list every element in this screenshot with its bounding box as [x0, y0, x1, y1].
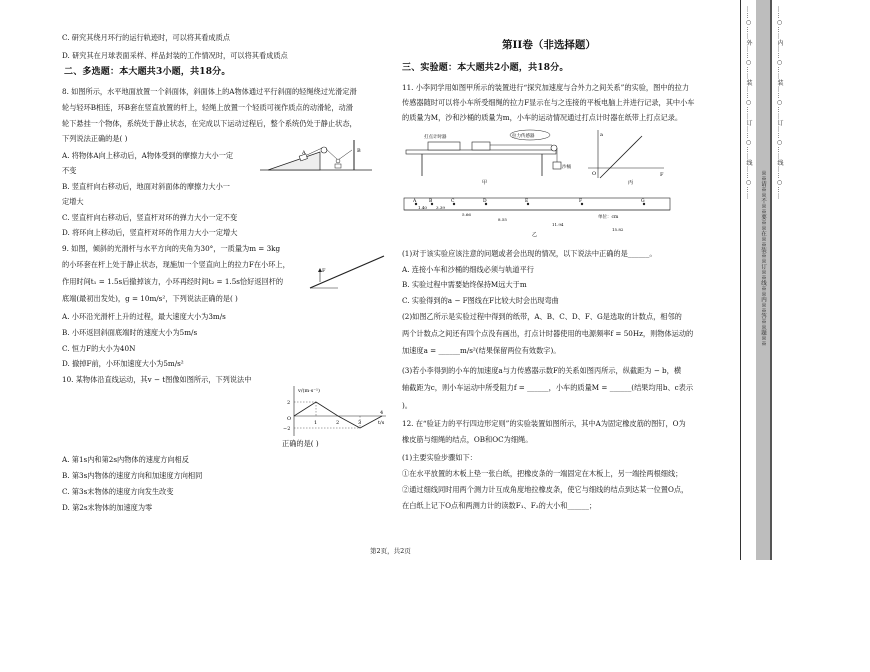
label-B: B: [357, 148, 361, 154]
text-line: 橡皮筋与细绳的结点，OB和OC为细绳。: [402, 435, 533, 444]
tape-dist: 5.66: [462, 212, 471, 217]
label-bing: 丙: [628, 180, 634, 186]
text-line: 正确的是( ): [282, 439, 319, 448]
option-line: B. 第3s内物体的速度方向和加速度方向相同: [62, 471, 203, 480]
tick-label: 1: [314, 420, 318, 426]
text-line: 9. 如图，倾斜的光滑杆与水平方向的夹角为30°，一质量为m = 3kg: [62, 244, 281, 253]
text-line: 11. 小李同学用如图甲所示的装置进行“探究加速度与合外力之间关系”的实验，图中的拉力: [402, 83, 690, 92]
label-F: F: [322, 268, 326, 274]
section-heading: 三、实验题：本大题共2小题，共18分。: [402, 63, 569, 73]
option-line: B. 小环返回斜面底端时的速度大小为5m/s: [62, 328, 198, 337]
tick-label: 2: [287, 400, 291, 406]
text-line: 的小环套在杆上处于静止状态，现施加一个竖直向上的拉力F在小环上，: [62, 260, 290, 269]
text-line: 作用时间t₁ = 1.5s后撤掉该力，小环再经时间t₂ = 1.5s恰好返回杆的: [62, 277, 284, 286]
option-line: 不变: [62, 166, 77, 175]
tick-label: −2: [283, 426, 291, 432]
text-line: 底端(最初出发处)，g = 10m/s²，下列说法正确的是( ): [62, 294, 238, 303]
tape-label: D: [483, 199, 487, 204]
option-line: C. 第3s末物体的速度方向发生改变: [62, 487, 174, 496]
q10-vt-graph: [280, 384, 390, 440]
text-line: 传感器随时可以将小车所受细绳的拉力F显示在与之连接的平板电脑上并进行记录，其中小车: [402, 98, 695, 107]
text-line: 在白纸上记下O点和两测力计的读数F₁、F₂的大小和______；: [402, 501, 597, 510]
tape-label: E: [525, 199, 529, 204]
tick-label: O: [287, 416, 292, 422]
option-line: A. 连接小车和沙桶的细线必须与轨道平行: [402, 265, 534, 274]
option-line: B. 实验过程中需要始终保持M远大于m: [402, 280, 527, 289]
text-line: (3)若小李得到的小车的加速度a与力传感器示数F的关系如图丙所示，纵截距为 − b，横: [402, 366, 682, 375]
part-title: 第II卷（非选择题）: [502, 39, 596, 51]
tick-label: 3: [358, 420, 362, 426]
option-line: A. 第1s内和第2s内物体的速度方向相反: [62, 455, 189, 464]
text-line: ②通过细线同时用两个测力计互成角度地拉橡皮条，使它与细线的结点到达某一位置O点，: [402, 485, 689, 494]
label-yi: 乙: [532, 232, 538, 238]
label-A: A: [302, 150, 306, 156]
option-line: D. 将环向上移动后，竖直杆对环的作用力大小一定增大: [62, 228, 238, 237]
tape-label: F: [579, 199, 583, 204]
text-line: (1)主要实验步骤如下：: [402, 453, 477, 462]
text-line: 两个计数点之间还有四个点没有画出，打点计时器使用的电源频率f = 50Hz，则物体运动的: [402, 329, 694, 338]
tape-dist: 8.55: [498, 217, 507, 222]
tape-dist: 15.82: [612, 227, 624, 232]
text-line: 下列说法正确的是( ): [62, 134, 128, 143]
text-line: 轴截距为c，则小车运动中所受阻力f = ______，小车的质量M = ______(结果均用b、c表示: [402, 383, 694, 392]
text-line: ①在水平放置的木板上垫一张白纸，把橡皮条的一端固定在木板上，另一端拴两根细线；: [402, 469, 683, 478]
tape-dist: 11.94: [552, 222, 564, 227]
text-line: C. 研究其绕月环行的运行轨迹时，可以将其看成质点: [62, 33, 230, 42]
tape-label: A: [413, 199, 417, 204]
option-line: A. 将物体A向上移动后，A物体受到的摩擦力大小一定: [62, 151, 234, 160]
section-heading: 二、多选题：本大题共3小题，共18分。: [64, 67, 231, 77]
tape-label: G: [641, 199, 645, 204]
binding-strip-inner: [772, 0, 786, 560]
tick-label: 4: [380, 410, 384, 416]
label-sensor: 拉力传感器: [512, 134, 535, 139]
option-line: C. 竖直杆向右移动后，竖直杆对环的弹力大小一定不变: [62, 213, 238, 222]
text-line: 12. 在“验证力的平行四边形定则”的实验装置如图所示，其中A为固定橡皮筋的图钉，O为: [402, 419, 686, 428]
text-line: 轮下悬挂一个物体，系统处于静止状态，在完成以下运动过程后，整个系统仍处于静止状态，: [62, 119, 357, 128]
label-a: a: [600, 132, 603, 138]
text-line: )。: [402, 401, 412, 410]
label-jia: 甲: [482, 180, 488, 186]
tape-dist: 3.39: [436, 205, 445, 210]
v-axis-label: v/(m·s⁻¹): [298, 388, 320, 394]
option-line: A. 小环沿光滑杆上升的过程，最大速度大小为3m/s: [62, 312, 226, 321]
label-timer: 打点计时器: [424, 135, 447, 140]
option-line: B. 竖直杆向右移动后，地面对斜面体的摩擦力大小一: [62, 182, 230, 191]
tape-unit: 单位：cm: [598, 215, 619, 220]
binding-text-outer: ……○……外……○……装……○……订……○……线……○……: [745, 6, 752, 200]
tape-label: B: [429, 199, 433, 204]
text-line: 轮与轻环B相连，环B套在竖直放置的杆上，轻绳上放置一个轻质可视作质点的动滑轮，动滑: [62, 103, 353, 112]
q9-figure: [308, 252, 388, 292]
option-line: C. 实验得到的a − F图线在F比较大时会出现弯曲: [402, 296, 559, 305]
text-line: 8. 如图所示，水平地面放置一个斜面体，斜面体上的A物体通过平行斜面的轻绳绕过光滑定滑: [62, 87, 357, 96]
option-line: 定增大: [62, 197, 84, 206]
label-F-axis: F: [660, 172, 664, 178]
text-line: 的质量为M，沙和沙桶的质量为m，小车的运动情况通过打点计时器在纸带上打点记录。: [402, 113, 683, 122]
q8-figure: [260, 138, 380, 180]
option-line: D. 撤掉F前，小环加速度大小为5m/s²: [62, 359, 184, 368]
t-axis-label: t/s: [378, 420, 385, 426]
text-line: 10. 某物体沿直线运动，其v − t图像如图所示，下列说法中: [62, 375, 252, 384]
binding-strip-shaded: [756, 0, 770, 560]
tape-label: C: [451, 199, 455, 204]
binding-warning: ※※请※※不※※要※※在※※装※※订※※线※※内※※答※※题※※: [760, 170, 766, 346]
binding-text-inner: ……○……内……○……装……○……订……○……线……○……: [776, 6, 783, 200]
label-origin: O: [592, 171, 597, 177]
text-line: (2)如图乙所示是实验过程中得到的纸带，A、B、C、D、F、G是选取的计数点，相邻的: [402, 312, 682, 321]
page-footer: 第2页，共2页: [370, 547, 411, 555]
text-line: 加速度a = ______m/s²(结果保留两位有效数字)。: [402, 346, 561, 355]
text-line: D. 研究其在月球表面采样、样品封装的工作情况时，可以将其看成质点: [62, 51, 288, 60]
option-line: C. 恒力F的大小为40N: [62, 344, 136, 353]
q11-figure: [402, 128, 672, 238]
tick-label: 2: [336, 420, 340, 426]
text-line: (1)对于该实验应该注意的问题或者会出现的情况，以下说法中正确的是______。: [402, 249, 657, 258]
tape-dist: 1.40: [418, 205, 427, 210]
label-bucket: 沙桶: [562, 165, 571, 170]
option-line: D. 第2s末物体的加速度为零: [62, 503, 153, 512]
